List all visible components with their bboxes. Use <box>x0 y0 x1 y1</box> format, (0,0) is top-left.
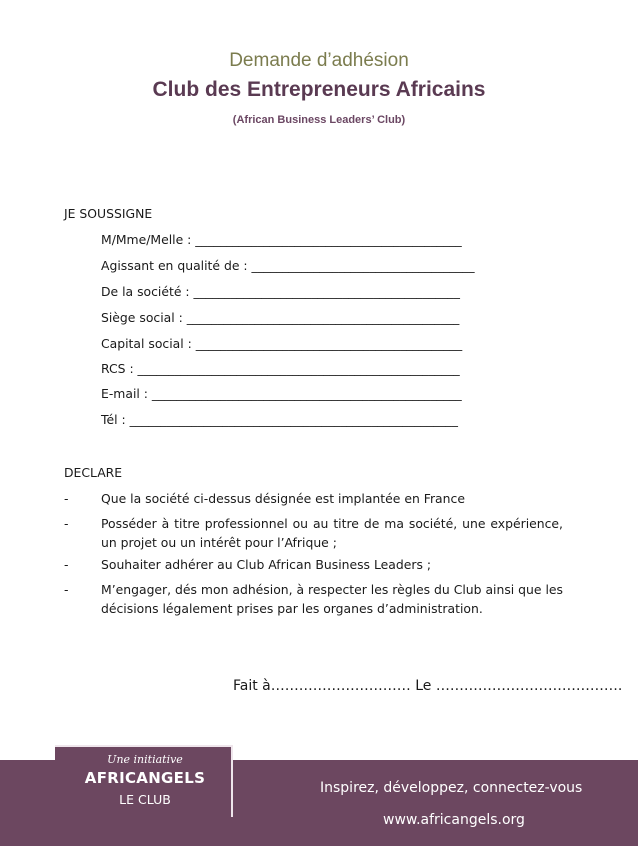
field-phone[interactable]: Tél : _____________________________________________________ <box>101 412 458 427</box>
bullet-dash: - <box>64 582 69 597</box>
field-capacity[interactable]: Agissant en qualité de : ____________________________________ <box>101 258 475 273</box>
field-name[interactable]: M/Mme/Melle : ___________________________________________ <box>101 232 462 247</box>
field-capital[interactable]: Capital social : ___________________________________________ <box>101 336 463 351</box>
field-company[interactable]: De la société : ___________________________________________ <box>101 284 460 299</box>
field-head-office[interactable]: Siège social : ____________________________________________ <box>101 310 460 325</box>
form-heading: JE SOUSSIGNE <box>64 206 153 221</box>
signature-line[interactable]: Fait à………………………… Le …………………………………. <box>233 678 623 694</box>
footer-bottom-rule <box>0 846 638 851</box>
club-name: Club des Entrepreneurs Africains <box>152 78 486 101</box>
declaration-item: Posséder à titre professionnel ou au titre de ma société, une expérience, un projet ou un intérêt pour l’Afrique ; <box>101 516 563 550</box>
field-rcs[interactable]: RCS : ____________________________________________________ <box>101 361 460 376</box>
bullet-dash: - <box>64 557 69 572</box>
club-subtitle: (African Business Leaders’ Club) <box>232 114 406 126</box>
bullet-dash: - <box>64 491 69 506</box>
field-email[interactable]: E-mail : __________________________________________________ <box>101 386 462 401</box>
bullet-dash: - <box>64 516 69 531</box>
header-title: Demande d’adhésion <box>229 50 409 71</box>
footer-slogan: Inspirez, développez, connectez-vous <box>320 780 583 796</box>
declaration-heading: DECLARE <box>64 465 123 480</box>
declaration-item: Que la société ci-dessus désignée est implantée en France <box>101 491 465 506</box>
badge-initiative-label: Une initiative <box>107 753 183 766</box>
declaration-item: M’engager, dés mon adhésion, à respecter les règles du Club ainsi que les décisions légalement prises par les organes d’administration. <box>101 582 563 616</box>
footer-website-link[interactable]: www.africangels.org <box>383 812 525 828</box>
badge-club: LE CLUB <box>119 792 171 807</box>
declaration-item: Souhaiter adhérer au Club African Business Leaders ; <box>101 557 432 572</box>
badge-brand: AFRICANGELS <box>84 769 206 787</box>
